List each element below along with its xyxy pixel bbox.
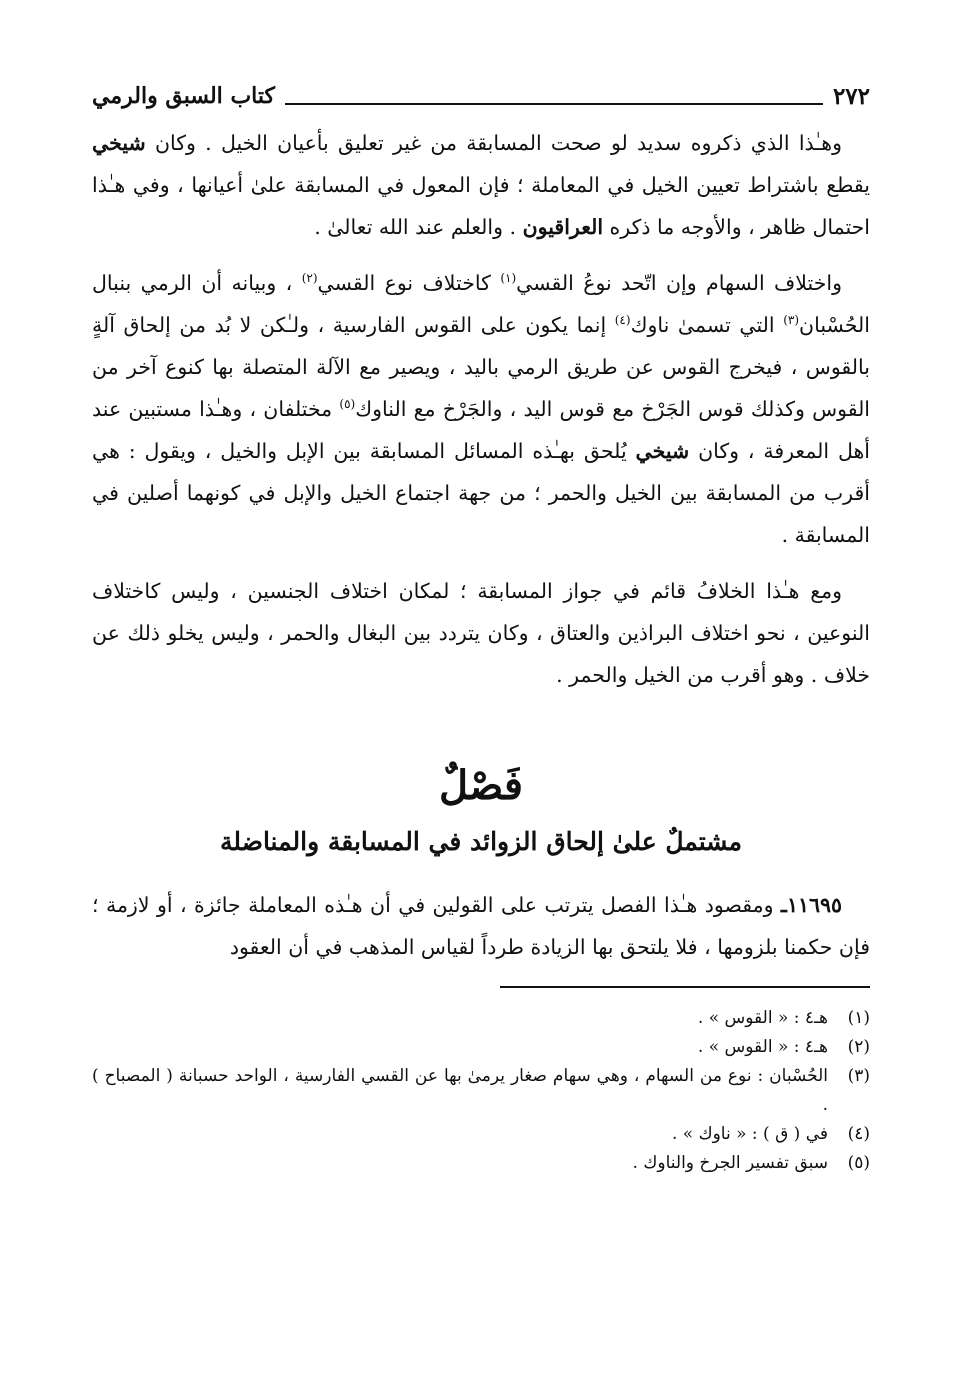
footnote-text: هـ٤ : « القوس » . — [697, 1037, 828, 1057]
paragraph-2-text-b: كاختلاف نوع القسي — [317, 271, 501, 295]
section-heading: مشتملٌ علىٰ إلحاق الزوائد في المسابقة والمناضلة — [220, 827, 742, 856]
footnote-number: (١) — [847, 1008, 870, 1028]
paragraph-1-bold-iraqiyyun: العراقيون — [522, 215, 604, 239]
footnote-text: هـ٤ : « القوس » . — [697, 1008, 828, 1028]
paragraph-2-text-f: مختلفان ، وهـٰذا مستبين عند أهل المعرفة ، وكان — [92, 397, 870, 463]
page-number: ٢٧٢ — [832, 82, 870, 110]
footnote-text: الحُسْبان : نوع من السهام ، وهي سهام صغار يرمىٰ بها عن القسي الفارسية ، الواحد حسبانة ( المصباح ) . — [92, 1066, 828, 1115]
paragraph-2-text-a: واختلاف السهام وإن اتّحد نوعُ القسي — [516, 271, 842, 295]
paragraph-1-text-b: يقطع باشتراط تعيين الخيل في المعاملة ؛ فإن المعول في المسابقة علىٰ أعيانها ، وفي هـٰذا احتمال ظاهر ، والأوجه ما ذكره — [92, 173, 870, 239]
paragraph-4-text: ومقصود هـٰذا الفصل يترتب على القولين في أن هـٰذه المعاملة جائزة ، أو لازمة ؛ فإن حكمنا بلزومها ، فلا يلتحق بها الزيادة طرداً لقياس المذهب في أن العقود — [92, 893, 870, 959]
footnote-separator — [500, 986, 870, 988]
paragraph-2-text-e: إنما يكون على القوس الفارسية ، ولـٰكن لا بُد من إلحاق آلةٍ بالقوس ، فيخرج القوس عن طريق الرمي باليد ، ويصير مع الآلة المتصلة بها كنوع آخر من القوس وكذلك قوس الجَرْخ مع قوس اليد ، والجَرْخ مع الناوك — [92, 313, 871, 421]
footnote-ref-1[interactable]: (١) — [500, 271, 517, 286]
running-header — [92, 78, 870, 114]
paragraph-2-text-d: التي تسمىٰ ناوك — [630, 313, 784, 337]
footnote-number: (٤) — [847, 1124, 870, 1144]
footnote-5 — [92, 1149, 870, 1178]
issue-number: ١١٦٩٥ـ — [780, 893, 842, 917]
fasl-ornament: فَصْلٌ — [438, 762, 524, 809]
footnote-text: في ( ق ) : « ناوك » . — [671, 1124, 828, 1144]
footnote-number: (٢) — [847, 1037, 870, 1057]
paragraph-1-bold-shaykhi: شيخي — [92, 131, 146, 155]
footnotes — [92, 1004, 870, 1178]
footnote-2 — [92, 1033, 870, 1062]
footnote-ref-2[interactable]: (٢) — [301, 271, 318, 286]
paragraph-2 — [92, 262, 870, 556]
paragraph-1-text-c: . والعلم عند الله تعالىٰ . — [314, 215, 523, 239]
chapter-title: كتاب السبق والرمي — [92, 83, 275, 109]
footnote-1 — [92, 1004, 870, 1033]
footnote-4 — [92, 1120, 870, 1149]
footnote-3 — [92, 1062, 870, 1120]
paragraph-2-text-c: ، وبيانه أن الرمي بنبال الحُسْبان — [92, 271, 870, 337]
paragraph-3: ومع هـٰذا الخلافُ قائم في جواز المسابقة ؛ لمكان اختلاف الجنسين ، وليس كاختلاف النوعين ، نحو اختلاف البراذين والعتاق ، وكان يتردد بين البغال والحمر ، وليس يخلو ذلك عن خلاف . وهو أقرب من الخيل والحمر . — [92, 579, 870, 687]
footnote-number: (٥) — [847, 1153, 870, 1173]
footnote-text: سبق تفسير الجرخ والناوك . — [632, 1153, 828, 1173]
footnote-number: (٣) — [847, 1066, 870, 1086]
header-rule — [285, 103, 823, 105]
footnote-ref-3[interactable]: (٣) — [783, 313, 800, 328]
paragraph-1 — [92, 122, 870, 248]
paragraph-2-text-g: يُلحق بهـٰذه المسائل المسابقة بين الإبل والخيل ، ويقول : هي أقرب من المسابقة بين الخيل والحمر ؛ من جهة اجتماع الخيل والإبل في كونهما أصلين في المسابقة . — [92, 439, 870, 547]
footnote-ref-4[interactable]: (٤) — [614, 313, 631, 328]
paragraph-2-bold-shaykhi: شيخي — [635, 439, 690, 463]
paragraph-4 — [92, 884, 870, 968]
paragraph-1-text-a: وهـٰذا الذي ذكروه سديد لو صحت المسابقة من غير تعليق بأعيان الخيل . وكان — [145, 131, 842, 155]
footnote-ref-5[interactable]: (٥) — [339, 397, 356, 412]
book-page — [92, 78, 870, 1178]
